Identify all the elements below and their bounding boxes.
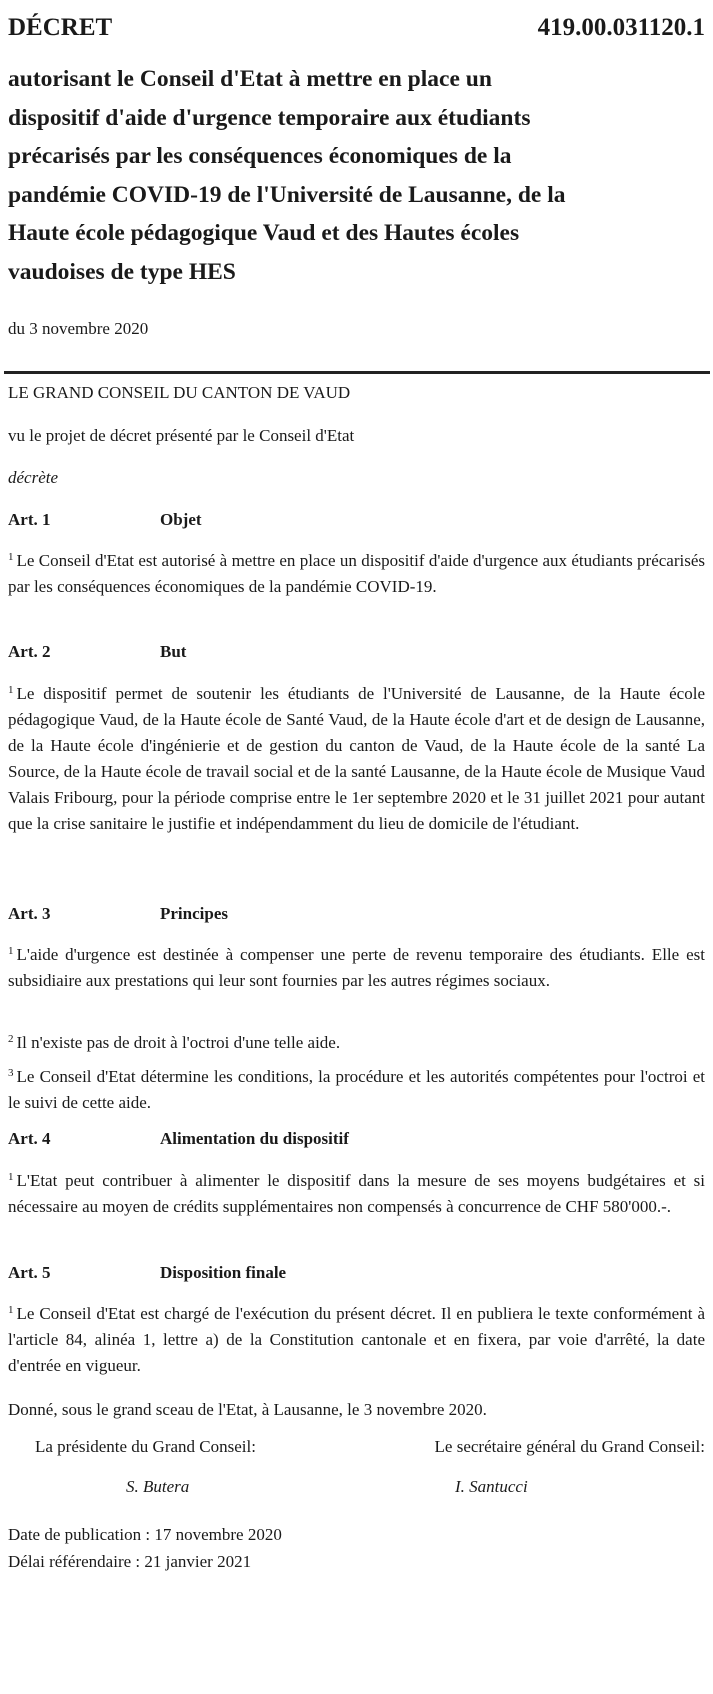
president-signature: S. Butera: [126, 1477, 190, 1496]
decree-title: [8, 60, 708, 291]
article-3-title: Principes: [160, 904, 228, 923]
decrees: décrète: [8, 468, 59, 487]
paragraph-number: 1: [8, 945, 14, 957]
paragraph-text: Le Conseil d'Etat est chargé de l'exécution du présent décret. Il en publiera le texte conformément à l'article 84, alinéa 1, lettre a) de la Constitution cantonale et en fixera, par voie d'arrêté, la date d'entrée en vigueur.: [8, 1304, 705, 1375]
article-3-paragraph-2: [8, 1030, 705, 1056]
title-line: dispositif d'aide d'urgence temporaire aux étudiants: [8, 104, 531, 131]
secretary-signature: I. Santucci: [455, 1477, 528, 1496]
paragraph-number: 2: [8, 1033, 14, 1045]
secretary-role: Le secrétaire général du Grand Conseil:: [434, 1437, 705, 1456]
article-1-title: Objet: [160, 510, 202, 529]
paragraph-text: L'aide d'urgence est destinée à compenser une perte de revenu temporaire des étudiants. Elle est subsidiaire aux prestations qui leur sont fournies par les autres régimes sociaux.: [8, 945, 705, 990]
given-statement: Donné, sous le grand sceau de l'Etat, à Lausanne, le 3 novembre 2020.: [8, 1400, 487, 1419]
document-type: DÉCRET: [8, 14, 113, 41]
title-line: précarisés par les conséquences économiques de la: [8, 143, 512, 169]
article-2-title: But: [160, 642, 187, 661]
title-line: pandémie COVID-19 de l'Université de Lausanne, de la: [8, 181, 566, 208]
publication-date: Date de publication : 17 novembre 2020: [8, 1525, 282, 1544]
article-3-number: Art. 3: [8, 904, 51, 923]
article-5-number: Art. 5: [8, 1263, 51, 1282]
title-line: vaudoises de type HES: [8, 258, 236, 285]
paragraph-text: Le dispositif permet de soutenir les étudiants de l'Université de Lausanne, de la Haute école pédagogique Vaud, de la Haute école de Santé Vaud, de la Haute école d'art et de design de Lausanne, de la Haute école d'ingénierie et de gestion du canton de Vaud, de la Haute école de la santé La Source, de la Haute école de travail social et de la santé Lausanne, de la Haute école de Musique Vaud Valais Fribourg, pour la période comprise entre le 1er septembre 2020 et le 31 juillet 2021 pour autant que la crise sanitaire le justifie et indépendamment du lieu de domicile de l'étudiant.: [8, 684, 705, 833]
paragraph-number: 1: [8, 1304, 14, 1316]
paragraph-number: 1: [8, 551, 14, 563]
title-line: autorisant le Conseil d'Etat à mettre en place un: [8, 66, 492, 92]
paragraph-text: Il n'existe pas de droit à l'octroi d'une telle aide.: [16, 1033, 341, 1052]
article-4-paragraph-1: [8, 1168, 705, 1220]
paragraph-text: L'Etat peut contribuer à alimenter le dispositif dans la mesure de ses moyens budgétaires et si nécessaire au moyen de crédits supplémentaires non compensés à concurrence de CHF 580'000.-.: [8, 1171, 705, 1216]
paragraph-text: Le Conseil d'Etat est autorisé à mettre en place un dispositif d'aide d'urgence aux étudiants précarisés par les conséquences économiques de la pandémie COVID-19.: [8, 551, 705, 596]
article-5-title: Disposition finale: [160, 1263, 287, 1282]
paragraph-number: 1: [8, 684, 14, 696]
paragraph-text: Le Conseil d'Etat détermine les conditions, la procédure et les autorités compétentes pour l'octroi et le suivi de cette aide.: [8, 1067, 705, 1112]
document-number: 419.00.031120.1: [537, 14, 705, 41]
paragraph-number: 1: [8, 1171, 14, 1183]
article-4-number: Art. 4: [8, 1129, 51, 1148]
decree-date: du 3 novembre 2020: [8, 319, 149, 338]
article-1-paragraph-1: [8, 548, 705, 600]
article-2-paragraph-1: [8, 681, 705, 837]
article-4-title: Alimentation du dispositif: [160, 1129, 349, 1148]
referendum-deadline: Délai référendaire : 21 janvier 2021: [8, 1552, 252, 1571]
paragraph-number: 3: [8, 1067, 14, 1079]
president-role: La présidente du Grand Conseil:: [35, 1437, 256, 1456]
article-5-paragraph-1: [8, 1301, 705, 1379]
header-divider: [4, 371, 710, 374]
article-1-number: Art. 1: [8, 510, 51, 529]
article-2-number: Art. 2: [8, 642, 51, 661]
article-3-paragraph-1: [8, 942, 705, 994]
authority: LE GRAND CONSEIL DU CANTON DE VAUD: [8, 383, 351, 402]
considering: vu le projet de décret présenté par le Conseil d'Etat: [8, 426, 355, 445]
article-3-paragraph-3: [8, 1064, 705, 1116]
title-line: Haute école pédagogique Vaud et des Hautes écoles: [8, 220, 520, 246]
